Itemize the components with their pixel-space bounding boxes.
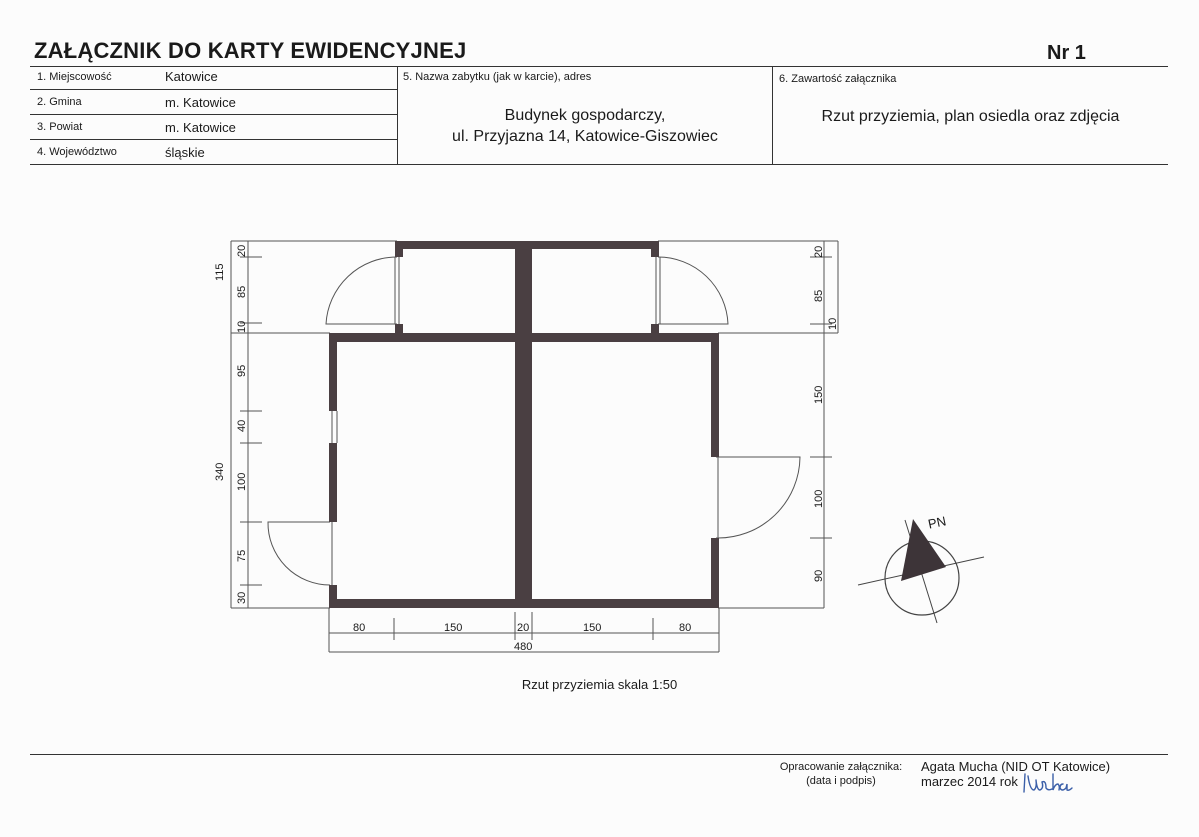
footer-label-line1: Opracowanie załącznika:: [779, 761, 903, 773]
field-label-zawartosc: 6. Zawartość załącznika: [779, 73, 897, 85]
compass-label: PN: [926, 513, 948, 532]
field-value-gmina: m. Katowice: [165, 95, 236, 110]
wall-center: [515, 241, 532, 608]
handwritten-signature: [1022, 770, 1082, 798]
wall-main-left: [329, 585, 337, 608]
dim-label: 40: [236, 419, 248, 432]
dim-label: 100: [813, 489, 825, 508]
field-value-miejscowosc: Katowice: [165, 69, 218, 84]
wall-annex-left-stub: [395, 241, 403, 257]
field-label-wojewodztwo: 4. Województwo: [37, 146, 117, 158]
wall-annex-left-stub: [395, 324, 403, 334]
dim-label: 20: [236, 244, 248, 257]
wall-main-top: [329, 333, 719, 342]
footer-label-line2: (data i podpis): [806, 775, 876, 787]
dim-label: 10: [827, 317, 839, 330]
dim-label: 95: [236, 364, 248, 377]
wall-main-left: [329, 333, 337, 411]
footer-author: Agata Mucha (NID OT Katowice): [921, 759, 1111, 774]
door-swing-left: [268, 522, 330, 585]
wall-annex-right-stub: [651, 324, 659, 334]
dim-total-label: 480: [514, 641, 533, 653]
field-value-zawartosc: Rzut przyziemia, plan osiedla oraz zdjęcia: [821, 108, 1120, 125]
wall-annex-right-stub: [651, 241, 659, 257]
wall-main-right: [711, 538, 719, 608]
dim-label: 10: [236, 320, 248, 333]
field-value-wojewodztwo: śląskie: [165, 145, 205, 160]
dim-label: 150: [583, 622, 602, 634]
dim-label: 20: [813, 245, 825, 258]
dim-label: 85: [236, 285, 248, 298]
dim-label: 90: [813, 569, 825, 582]
dim-label: 80: [353, 622, 366, 634]
wall-main-bottom: [329, 599, 719, 608]
door-swing-top-left: [326, 257, 397, 324]
footer-date: marzec 2014 rok: [921, 774, 1018, 789]
field-value-powiat: m. Katowice: [165, 120, 236, 135]
dim-label: 85: [813, 289, 825, 302]
dim-label: 30: [236, 591, 248, 604]
field-label-nazwa-zabytku: 5. Nazwa zabytku (jak w karcie), adres: [403, 71, 592, 83]
dim-label: 80: [679, 622, 692, 634]
field-label-miejscowosc: 1. Miejscowość: [37, 71, 112, 83]
document-title: ZAŁĄCZNIK DO KARTY EWIDENCYJNEJ: [34, 38, 467, 63]
field-label-gmina: 2. Gmina: [37, 96, 82, 108]
field-label-powiat: 3. Powiat: [37, 121, 83, 133]
dim-label: 115: [214, 263, 226, 281]
north-arrow-compass: [858, 519, 984, 623]
dim-label: 100: [236, 472, 248, 491]
attachment-number: Nr 1: [1047, 42, 1086, 64]
plan-caption: Rzut przyziemia skala 1:50: [521, 677, 678, 692]
field-value-nazwa-zabytku-line2: ul. Przyjazna 14, Katowice-Giszowiec: [452, 128, 718, 145]
field-value-nazwa-zabytku-line1: Budynek gospodarczy,: [504, 107, 666, 124]
dim-label: 340: [214, 462, 226, 481]
dim-label: 20: [517, 622, 530, 634]
wall-main-right: [711, 333, 719, 457]
dim-label: 75: [236, 549, 248, 562]
dim-label: 150: [813, 385, 825, 404]
dim-label: 150: [444, 622, 463, 634]
footer-rule: [30, 754, 1168, 755]
door-swing-right: [716, 457, 800, 538]
wall-main-left: [329, 443, 337, 522]
door-swing-top-right: [658, 257, 728, 324]
